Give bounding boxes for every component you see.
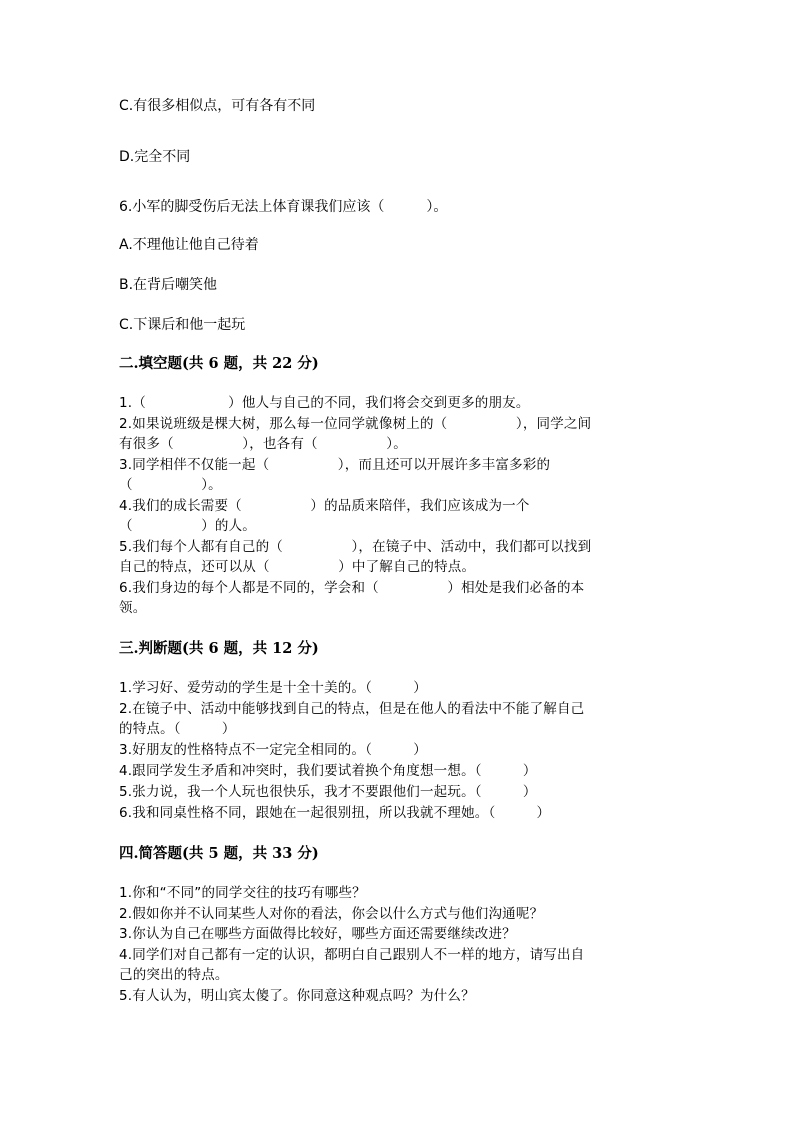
fill-line: 3.同学相伴不仅能一起（ ），而且还可以开展许多丰富多彩的 xyxy=(119,457,551,473)
judge-line: 1.学习好、爱劳动的学生是十全十美的。（ ） xyxy=(119,680,427,696)
q6-option-c: C.下课后和他一起玩 xyxy=(119,317,246,333)
judge-line: 6.我和同桌性格不同，跟她在一起很别扭，所以我就不理她。（ ） xyxy=(119,805,551,821)
short-line: 2.假如你并不认同某些人对你的看法，你会以什么方式与他们沟通呢？ xyxy=(119,906,544,922)
fill-line: 领。 xyxy=(119,600,147,616)
q6-stem: 6.小军的脚受伤后无法上体育课我们应该（ ）。 xyxy=(119,199,448,215)
short-line: 3.你认为自己在哪些方面做得比较好，哪些方面还需要继续改进？ xyxy=(119,926,516,942)
fill-line: 自己的特点，还可以从（ ）中了解自己的特点。 xyxy=(119,559,476,575)
fill-line: （ ）的人。 xyxy=(119,518,256,534)
short-line: 己的突出的特点。 xyxy=(119,967,229,983)
short-line: 1.你和“不同”的同学交往的技巧有哪些？ xyxy=(119,885,366,901)
fill-line: 5.我们每个人都有自己的（ ），在镜子中、活动中，我们都可以找到 xyxy=(119,539,592,555)
judge-section-heading: 三.判断题(共 6 题，共 12 分) xyxy=(119,640,319,657)
q6-option-a: A.不理他让他自己待着 xyxy=(119,237,259,253)
fill-line: 2.如果说班级是棵大树，那么每一位同学就像树上的（ ），同学之间 xyxy=(119,416,592,432)
judge-line: 5.张力说，我一个人玩也很快乐，我才不要跟他们一起玩。（ ） xyxy=(119,784,537,800)
short-line: 4.同学们对自己都有一定的认识，都明白自己跟别人不一样的地方，请写出自 xyxy=(119,947,585,963)
judge-line: 4.跟同学发生矛盾和冲突时，我们要试着换个角度想一想。（ ） xyxy=(119,763,537,779)
judge-line: 2.在镜子中、活动中能够找到自己的特点，但是在他人的看法中不能了解自己 xyxy=(119,701,585,717)
short-section-heading: 四.简答题(共 5 题，共 33 分) xyxy=(119,845,319,862)
fill-line: （ ）。 xyxy=(119,477,222,493)
q6-option-b: B.在背后嘲笑他 xyxy=(119,277,218,293)
judge-line: 的特点。（ ） xyxy=(119,721,236,737)
fill-line: 有很多（ ），也各有（ ）。 xyxy=(119,436,407,452)
fill-line: 1.（ ）他人与自己的不同，我们将会交到更多的朋友。 xyxy=(119,395,530,411)
judge-line: 3.好朋友的性格特点不一定完全相同的。（ ） xyxy=(119,742,427,758)
fill-line: 6.我们身边的每个人都是不同的，学会和（ ）相处是我们必备的本 xyxy=(119,580,585,596)
fill-section-heading: 二.填空题(共 6 题，共 22 分) xyxy=(119,355,319,372)
q5-option-d: D.完全不同 xyxy=(119,149,191,165)
q5-option-c: C.有很多相似点，可有各有不同 xyxy=(119,98,316,114)
short-line: 5.有人认为，明山宾太傻了。你同意这种观点吗？为什么？ xyxy=(119,988,475,1004)
fill-line: 4.我们的成长需要（ ）的品质来陪伴，我们应该成为一个 xyxy=(119,498,530,514)
